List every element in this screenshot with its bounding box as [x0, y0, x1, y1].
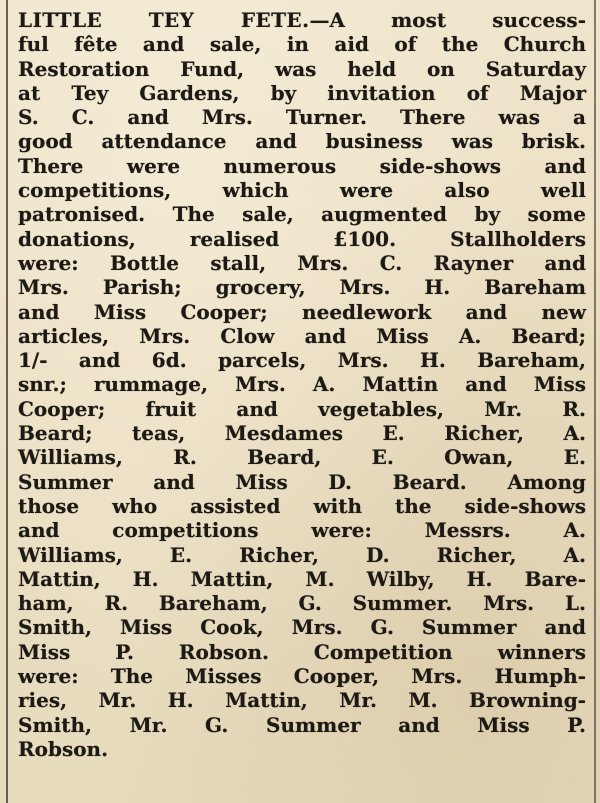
article-line: good attendance and business was brisk.: [18, 129, 586, 154]
article-line: were: The Misses Cooper, Mrs. Humph-: [18, 664, 586, 689]
article-line: Smith, Miss Cook, Mrs. G. Summer and: [18, 615, 586, 640]
article-line: were: Bottle stall, Mrs. C. Rayner and: [18, 250, 586, 275]
article-line: Mrs. Parish; grocery, Mrs. H. Bareham: [18, 275, 586, 300]
article-line: articles, Mrs. Clow and Miss A. Beard;: [18, 323, 586, 348]
article-line: and Miss Cooper; needlework and new: [18, 299, 586, 324]
article-line-1-text: —A most success-: [309, 8, 586, 32]
article-line: Cooper; fruit and vegetables, Mr. R.: [18, 396, 586, 421]
article-line: ries, Mr. H. Mattin, Mr. M. Browning-: [18, 688, 586, 713]
article-line: snr.; rummage, Mrs. A. Mattin and Miss: [18, 372, 586, 397]
article-line: Mattin, H. Mattin, M. Wilby, H. Bare-: [18, 566, 586, 591]
article-line: Smith, Mr. G. Summer and Miss P.: [18, 712, 586, 737]
article-line: There were numerous side-shows and: [18, 153, 586, 178]
article-line: 1/- and 6d. parcels, Mrs. H. Bareham,: [18, 348, 586, 373]
article-line: Williams, E. Richer, D. Richer, A.: [18, 542, 586, 567]
article-line: patronised. The sale, augmented by some: [18, 202, 586, 227]
article-line: Williams, R. Beard, E. Owan, E.: [18, 445, 586, 470]
article-line: and competitions were: Messrs. A.: [18, 518, 586, 543]
article-line: Summer and Miss D. Beard. Among: [18, 469, 586, 494]
article-headline: LITTLE TEY FETE.: [18, 8, 310, 32]
article-line: competitions, which were also well: [18, 178, 586, 203]
article-line: Miss P. Robson. Competition winners: [18, 639, 586, 664]
article-body: [18, 8, 586, 761]
article-line-1: [18, 8, 586, 32]
article-line: ham, R. Bareham, G. Summer. Mrs. L.: [18, 591, 586, 616]
article-line: Beard; teas, Mesdames E. Richer, A.: [18, 421, 586, 446]
article-line: S. C. and Mrs. Turner. There was a: [18, 105, 586, 130]
article-line: at Tey Gardens, by invitation of Major: [18, 80, 586, 105]
article-line: Restoration Fund, was held on Saturday: [18, 56, 586, 81]
column-rule-right: [594, 0, 596, 803]
article-line: those who assisted with the side-shows: [18, 493, 586, 518]
article-line: ful fête and sale, in aid of the Church: [18, 32, 586, 57]
article-line: donations, realised £100. Stallholders: [18, 226, 586, 251]
column-rule-left: [6, 0, 8, 803]
article-line-last: Robson.: [18, 736, 109, 761]
